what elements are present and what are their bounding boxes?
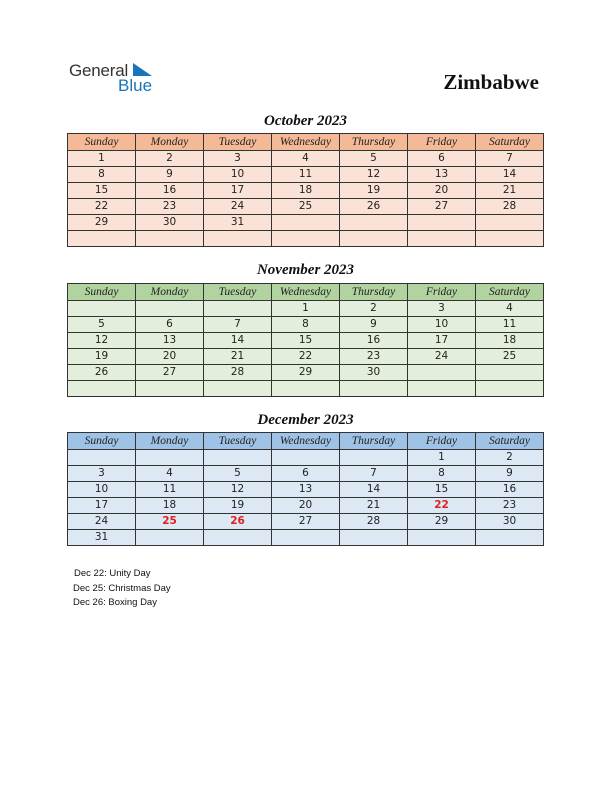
empty-day-cell bbox=[408, 530, 476, 546]
day-cell: 1 bbox=[408, 450, 476, 466]
empty-day-cell bbox=[68, 450, 136, 466]
empty-day-cell bbox=[136, 301, 204, 317]
empty-day-cell bbox=[204, 301, 272, 317]
day-cell: 28 bbox=[340, 514, 408, 530]
day-cell: 3 bbox=[408, 301, 476, 317]
day-cell: 31 bbox=[204, 215, 272, 231]
weekday-header: Thursday bbox=[340, 284, 408, 301]
week-row bbox=[68, 215, 544, 231]
weekday-header-row bbox=[68, 284, 544, 301]
day-cell: 19 bbox=[340, 183, 408, 199]
empty-day-cell bbox=[408, 215, 476, 231]
weekday-header: Sunday bbox=[68, 284, 136, 301]
day-cell: 29 bbox=[68, 215, 136, 231]
day-cell: 26 bbox=[68, 365, 136, 381]
day-cell: 24 bbox=[204, 199, 272, 215]
day-cell: 24 bbox=[68, 514, 136, 530]
day-cell: 23 bbox=[476, 498, 544, 514]
weekday-header: Friday bbox=[408, 433, 476, 450]
day-cell: 15 bbox=[68, 183, 136, 199]
day-cell: 28 bbox=[476, 199, 544, 215]
empty-day-cell bbox=[136, 450, 204, 466]
day-cell: 17 bbox=[68, 498, 136, 514]
day-cell: 6 bbox=[408, 151, 476, 167]
week-row bbox=[68, 482, 544, 498]
empty-day-cell bbox=[476, 215, 544, 231]
empty-day-cell bbox=[340, 450, 408, 466]
empty-day-cell bbox=[340, 381, 408, 397]
day-cell: 21 bbox=[204, 349, 272, 365]
holiday-item: Dec 22: Unity Day bbox=[74, 568, 151, 579]
day-cell: 11 bbox=[476, 317, 544, 333]
day-cell: 20 bbox=[408, 183, 476, 199]
day-cell: 2 bbox=[340, 301, 408, 317]
day-cell: 26 bbox=[204, 514, 272, 530]
weekday-header: Wednesday bbox=[272, 433, 340, 450]
day-cell: 22 bbox=[408, 498, 476, 514]
empty-day-cell bbox=[408, 231, 476, 247]
empty-day-cell bbox=[272, 450, 340, 466]
day-cell: 30 bbox=[136, 215, 204, 231]
empty-day-cell bbox=[68, 231, 136, 247]
day-cell: 6 bbox=[136, 317, 204, 333]
day-cell: 22 bbox=[68, 199, 136, 215]
empty-day-cell bbox=[204, 231, 272, 247]
day-cell: 9 bbox=[340, 317, 408, 333]
empty-day-cell bbox=[272, 215, 340, 231]
day-cell: 19 bbox=[204, 498, 272, 514]
day-cell: 27 bbox=[136, 365, 204, 381]
weekday-header: Saturday bbox=[476, 134, 544, 151]
holiday-item: Dec 25: Christmas Day bbox=[73, 582, 171, 594]
week-row bbox=[68, 349, 544, 365]
empty-day-cell bbox=[476, 381, 544, 397]
empty-day-cell bbox=[68, 381, 136, 397]
day-cell: 5 bbox=[204, 466, 272, 482]
week-row bbox=[68, 498, 544, 514]
weekday-header: Sunday bbox=[68, 433, 136, 450]
weekday-header: Tuesday bbox=[204, 433, 272, 450]
day-cell: 20 bbox=[136, 349, 204, 365]
weekday-header: Wednesday bbox=[272, 284, 340, 301]
month-calendar-table bbox=[67, 133, 544, 247]
day-cell: 16 bbox=[340, 333, 408, 349]
day-cell: 14 bbox=[476, 167, 544, 183]
empty-day-cell bbox=[408, 381, 476, 397]
holiday-list bbox=[74, 567, 171, 611]
week-row bbox=[68, 231, 544, 247]
weekday-header: Friday bbox=[408, 284, 476, 301]
day-cell: 7 bbox=[476, 151, 544, 167]
weekday-header: Sunday bbox=[68, 134, 136, 151]
generalblue-logo bbox=[69, 60, 169, 96]
holiday-item: Dec 26: Boxing Day bbox=[73, 597, 157, 608]
empty-day-cell bbox=[272, 530, 340, 546]
weekday-header: Thursday bbox=[340, 134, 408, 151]
day-cell: 17 bbox=[204, 183, 272, 199]
week-row bbox=[68, 466, 544, 482]
day-cell: 10 bbox=[408, 317, 476, 333]
day-cell: 3 bbox=[68, 466, 136, 482]
week-row bbox=[68, 151, 544, 167]
day-cell: 15 bbox=[408, 482, 476, 498]
logo-triangle-icon bbox=[133, 63, 153, 77]
day-cell: 18 bbox=[272, 183, 340, 199]
week-row bbox=[68, 301, 544, 317]
day-cell: 23 bbox=[136, 199, 204, 215]
day-cell: 8 bbox=[272, 317, 340, 333]
day-cell: 24 bbox=[408, 349, 476, 365]
day-cell: 4 bbox=[476, 301, 544, 317]
day-cell: 31 bbox=[68, 530, 136, 546]
week-row bbox=[68, 199, 544, 215]
weekday-header: Friday bbox=[408, 134, 476, 151]
day-cell: 30 bbox=[476, 514, 544, 530]
empty-day-cell bbox=[136, 231, 204, 247]
day-cell: 9 bbox=[476, 466, 544, 482]
day-cell: 21 bbox=[340, 498, 408, 514]
week-row bbox=[68, 317, 544, 333]
day-cell: 25 bbox=[136, 514, 204, 530]
day-cell: 29 bbox=[272, 365, 340, 381]
week-row bbox=[68, 450, 544, 466]
logo-text-general: General bbox=[69, 61, 129, 80]
day-cell: 10 bbox=[68, 482, 136, 498]
day-cell: 12 bbox=[204, 482, 272, 498]
month-calendar-table bbox=[67, 283, 544, 397]
empty-day-cell bbox=[340, 215, 408, 231]
day-cell: 5 bbox=[340, 151, 408, 167]
day-cell: 7 bbox=[340, 466, 408, 482]
empty-day-cell bbox=[204, 450, 272, 466]
day-cell: 4 bbox=[272, 151, 340, 167]
weekday-header: Tuesday bbox=[204, 284, 272, 301]
month-title: November 2023 bbox=[256, 262, 355, 278]
day-cell: 11 bbox=[272, 167, 340, 183]
weekday-header: Monday bbox=[136, 284, 204, 301]
day-cell: 13 bbox=[408, 167, 476, 183]
month-title: December 2023 bbox=[257, 412, 354, 428]
day-cell: 29 bbox=[408, 514, 476, 530]
day-cell: 12 bbox=[68, 333, 136, 349]
week-row bbox=[68, 530, 544, 546]
week-row bbox=[68, 365, 544, 381]
day-cell: 20 bbox=[272, 498, 340, 514]
empty-day-cell bbox=[204, 530, 272, 546]
month-calendar-table bbox=[67, 432, 544, 546]
day-cell: 6 bbox=[272, 466, 340, 482]
day-cell: 27 bbox=[272, 514, 340, 530]
day-cell: 14 bbox=[204, 333, 272, 349]
weekday-header: Thursday bbox=[340, 433, 408, 450]
day-cell: 4 bbox=[136, 466, 204, 482]
weekday-header-row bbox=[68, 134, 544, 151]
day-cell: 23 bbox=[340, 349, 408, 365]
day-cell: 22 bbox=[272, 349, 340, 365]
day-cell: 9 bbox=[136, 167, 204, 183]
day-cell: 8 bbox=[68, 167, 136, 183]
month-title: October 2023 bbox=[264, 113, 347, 129]
empty-day-cell bbox=[136, 530, 204, 546]
empty-day-cell bbox=[136, 381, 204, 397]
day-cell: 19 bbox=[68, 349, 136, 365]
day-cell: 16 bbox=[476, 482, 544, 498]
weekday-header: Tuesday bbox=[204, 134, 272, 151]
day-cell: 13 bbox=[272, 482, 340, 498]
day-cell: 28 bbox=[204, 365, 272, 381]
weekday-header: Monday bbox=[136, 134, 204, 151]
logo-text-blue: Blue bbox=[118, 76, 153, 95]
day-cell: 7 bbox=[204, 317, 272, 333]
day-cell: 15 bbox=[272, 333, 340, 349]
week-row bbox=[68, 167, 544, 183]
day-cell: 2 bbox=[136, 151, 204, 167]
day-cell: 2 bbox=[476, 450, 544, 466]
day-cell: 25 bbox=[272, 199, 340, 215]
empty-day-cell bbox=[272, 381, 340, 397]
day-cell: 14 bbox=[340, 482, 408, 498]
day-cell: 21 bbox=[476, 183, 544, 199]
week-row bbox=[68, 514, 544, 530]
day-cell: 10 bbox=[204, 167, 272, 183]
empty-day-cell bbox=[476, 231, 544, 247]
day-cell: 12 bbox=[340, 167, 408, 183]
week-row bbox=[68, 183, 544, 199]
empty-day-cell bbox=[204, 381, 272, 397]
day-cell: 5 bbox=[68, 317, 136, 333]
weekday-header: Saturday bbox=[476, 284, 544, 301]
empty-day-cell bbox=[340, 530, 408, 546]
day-cell: 27 bbox=[408, 199, 476, 215]
day-cell: 18 bbox=[476, 333, 544, 349]
weekday-header: Wednesday bbox=[272, 134, 340, 151]
day-cell: 1 bbox=[68, 151, 136, 167]
empty-day-cell bbox=[68, 301, 136, 317]
empty-day-cell bbox=[272, 231, 340, 247]
weekday-header-row bbox=[68, 433, 544, 450]
country-title: Zimbabwe bbox=[443, 70, 539, 94]
day-cell: 11 bbox=[136, 482, 204, 498]
weekday-header: Monday bbox=[136, 433, 204, 450]
day-cell: 17 bbox=[408, 333, 476, 349]
day-cell: 3 bbox=[204, 151, 272, 167]
day-cell: 1 bbox=[272, 301, 340, 317]
day-cell: 25 bbox=[476, 349, 544, 365]
empty-day-cell bbox=[476, 365, 544, 381]
day-cell: 16 bbox=[136, 183, 204, 199]
weekday-header: Saturday bbox=[476, 433, 544, 450]
day-cell: 26 bbox=[340, 199, 408, 215]
empty-day-cell bbox=[340, 231, 408, 247]
day-cell: 30 bbox=[340, 365, 408, 381]
day-cell: 8 bbox=[408, 466, 476, 482]
day-cell: 18 bbox=[136, 498, 204, 514]
week-row bbox=[68, 333, 544, 349]
empty-day-cell bbox=[476, 530, 544, 546]
week-row bbox=[68, 381, 544, 397]
empty-day-cell bbox=[408, 365, 476, 381]
day-cell: 13 bbox=[136, 333, 204, 349]
